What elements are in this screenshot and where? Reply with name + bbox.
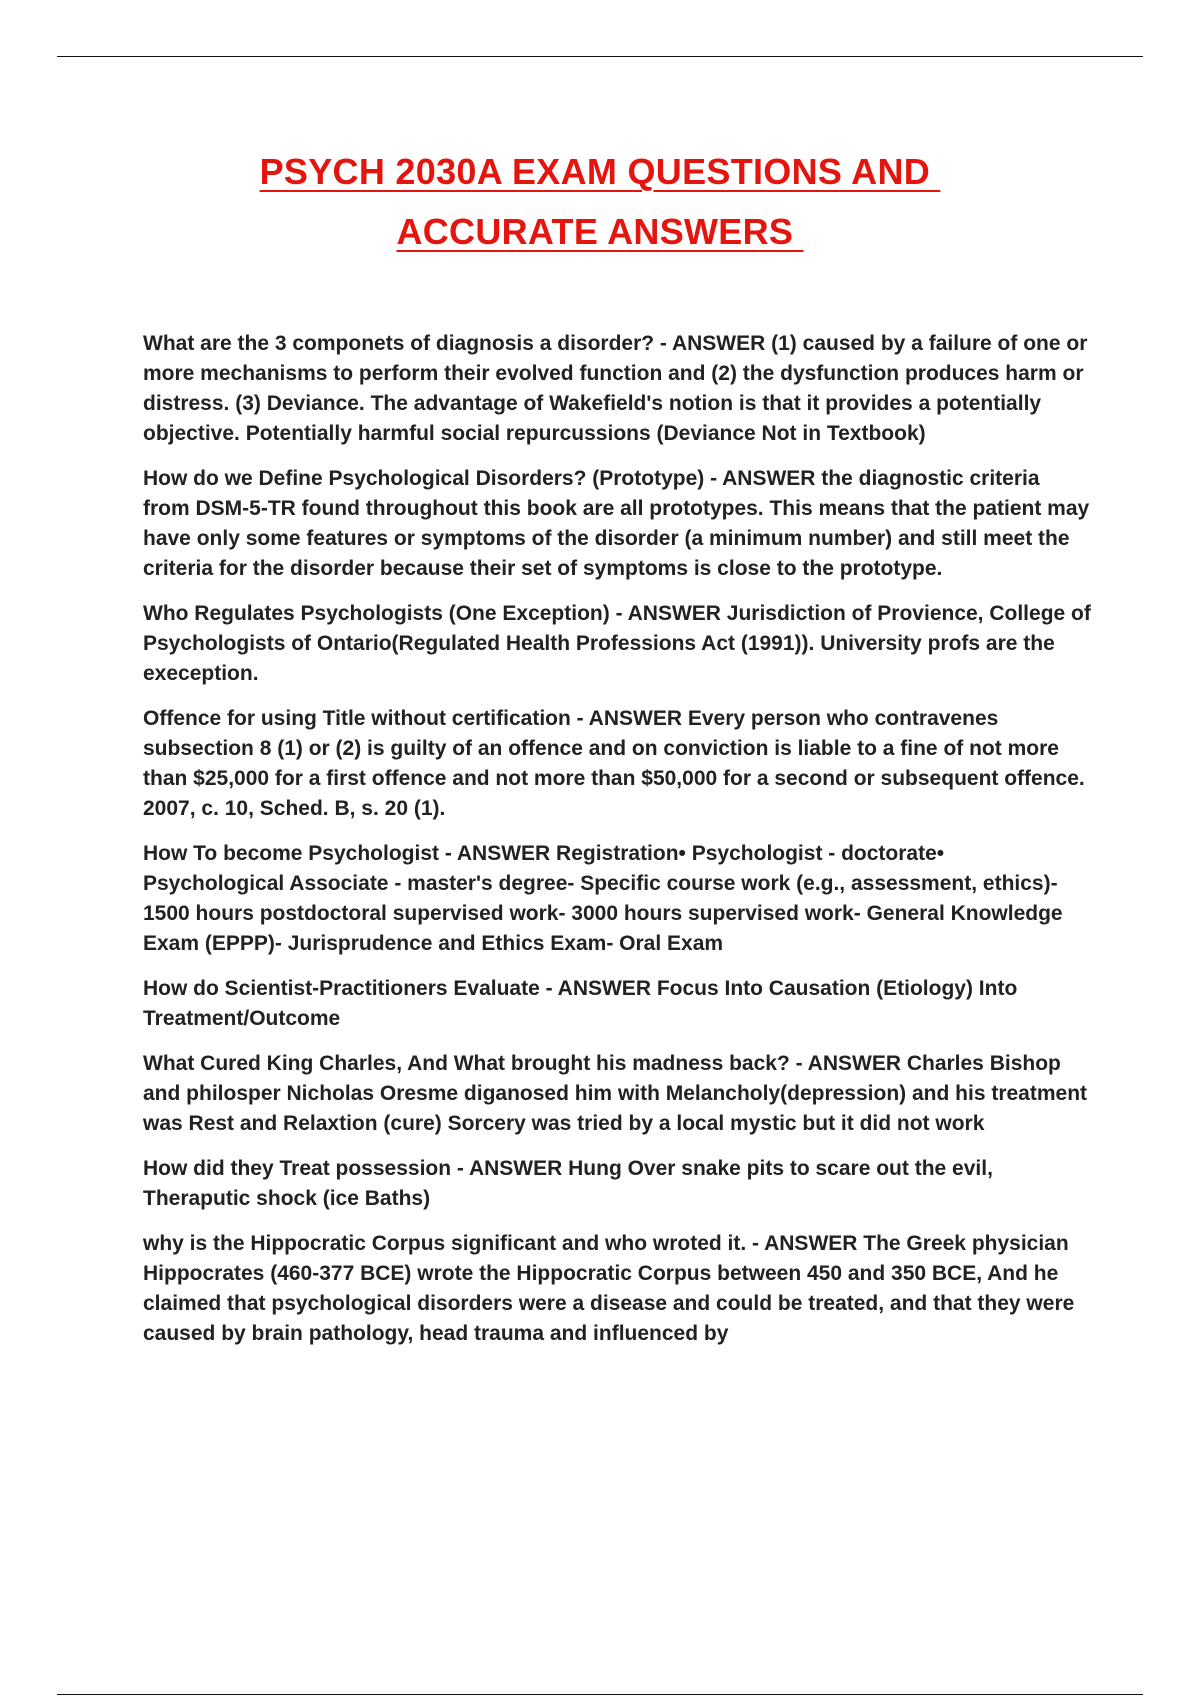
qa-item: why is the Hippocratic Corpus significant and who wroted it. - ANSWER The Greek physician Hippocrates (460-377 BCE) wrote the Hippocratic Corpus between 450 and 350 BCE, And he claimed that psychological disorders were a disease and could be treated, and that they were caused by brain pathology, head trauma and influenced by bbox=[143, 1232, 1075, 1345]
document-title bbox=[0, 142, 1200, 262]
title-line-2: ACCURATE ANSWERS bbox=[396, 211, 804, 252]
qa-item: How To become Psychologist - ANSWER Registration• Psychologist - doctorate• Psychological Associate - master's degree- Specific course work (e.g., assessment, ethics)- 1500 hours postdoctoral supervised work- 3000 hours supervised work- General Knowledge Exam (EPPP)- Jurisprudence and Ethics Exam- Oral Exam bbox=[143, 842, 1063, 955]
header-rule bbox=[57, 56, 1143, 57]
qa-item: Who Regulates Psychologists (One Exception) - ANSWER Jurisdiction of Provience, College of Psychologists of Ontario(Regulated Health Professions Act (1991)). University profs are the exeception. bbox=[143, 602, 1091, 685]
title-line-1: PSYCH 2030A EXAM QUESTIONS AND bbox=[259, 151, 941, 192]
qa-item: What Cured King Charles, And What brought his madness back? - ANSWER Charles Bishop and philosper Nicholas Oresme diganosed him with Melancholy(depression) and his treatment was Rest and Relaxtion (cure) Sorcery was tried by a local mystic but it did not work bbox=[143, 1052, 1088, 1135]
qa-item: How do Scientist-Practitioners Evaluate - ANSWER Focus Into Causation (Etiology) Into Treatment/Outcome bbox=[143, 977, 1018, 1030]
qa-list bbox=[143, 329, 1091, 1364]
qa-item: How do we Define Psychological Disorders? (Prototype) - ANSWER the diagnostic criteria from DSM-5-TR found throughout this book are all prototypes. This means that the patient may have only some features or symptoms of the disorder (a minimum number) and still meet the criteria for the disorder because their set of symptoms is close to the prototype. bbox=[143, 467, 1090, 580]
qa-item: What are the 3 componets of diagnosis a disorder? - ANSWER (1) caused by a failure of one or more mechanisms to perform their evolved function and (2) the dysfunction produces harm or distress. (3) Deviance. The advantage of Wakefield's notion is that it provides a potentially objective. Potentially harmful social repurcussions (Deviance Not in Textbook) bbox=[143, 332, 1088, 445]
qa-item: Offence for using Title without certification - ANSWER Every person who contravenes subsection 8 (1) or (2) is guilty of an offence and on conviction is liable to a fine of not more than $25,000 for a first offence and not more than $50,000 for a second or subsequent offence. 2007, c. 10, Sched. B, s. 20 (1). bbox=[143, 707, 1085, 820]
qa-item: How did they Treat possession - ANSWER Hung Over snake pits to scare out the evil, Theraputic shock (ice Baths) bbox=[143, 1157, 993, 1210]
footer-rule bbox=[57, 1694, 1143, 1695]
